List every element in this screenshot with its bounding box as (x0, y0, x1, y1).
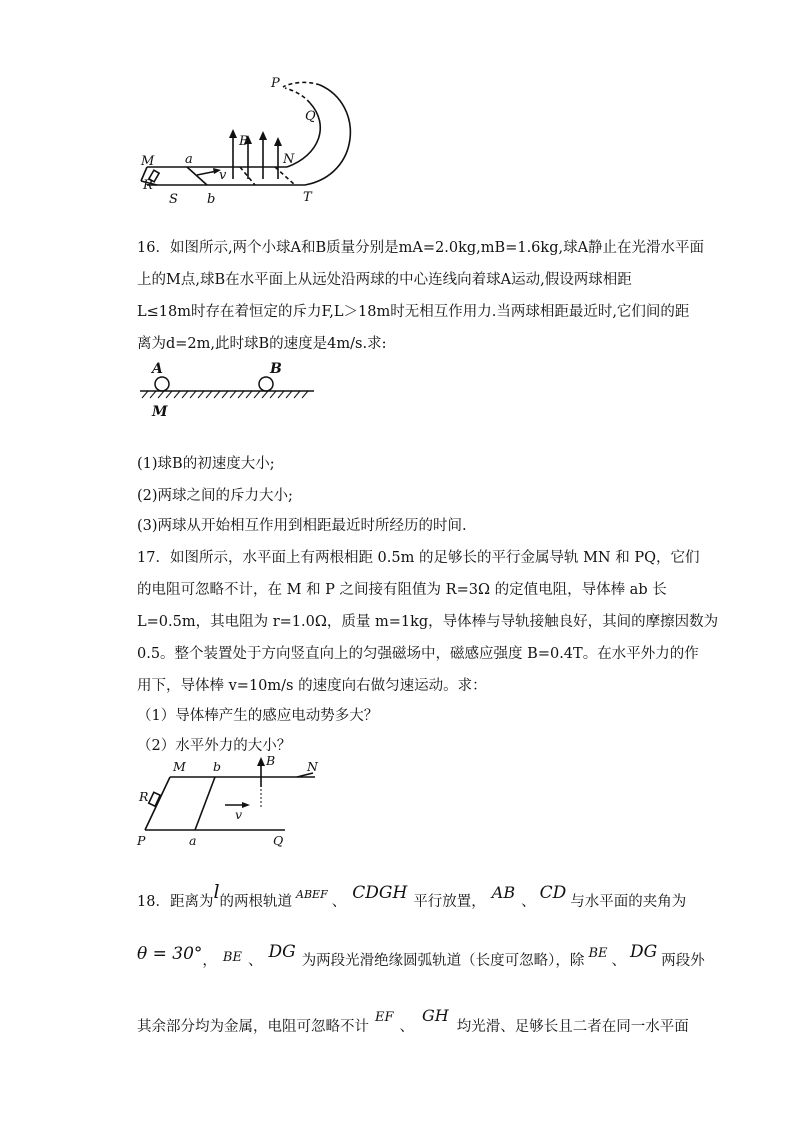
label-N: N (307, 759, 318, 774)
q18-line-3 (137, 1002, 689, 1041)
formula-GH: GH (422, 1006, 449, 1025)
q18-text: 与水平面的夹角为 (570, 894, 687, 910)
label-B: B (239, 134, 249, 149)
q18-text: 的两根轨道 (219, 894, 293, 910)
formula-theta: θ = 30° (137, 944, 203, 964)
q17-line-5: 用下，导体棒 v=10m/s 的速度向右做匀速运动。求： (137, 678, 487, 694)
q17-sub-1: （1）导体棒产生的感应电动势多大？ (137, 708, 379, 724)
q16-line-2: 上的M点,球B在水平面上从远处沿两球的中心连线向着球A运动,假设两球相距 (137, 272, 632, 288)
label-B: B (266, 755, 276, 768)
formula-DG: DG (629, 942, 658, 962)
label-R: R (139, 789, 149, 804)
q18-text: 均光滑、足够长且二者在同一水平面 (456, 1019, 689, 1035)
label-Q: Q (305, 109, 316, 124)
formula-BE: BE (222, 950, 242, 965)
separator: 、 (331, 894, 347, 910)
q17-line-1: 17．如图所示，水平面上有两根相距 0.5m 的足够长的平行金属导轨 MN 和 PQ，它们 (137, 550, 700, 566)
q16-sub-2: (2)两球之间的斥力大小; (137, 488, 293, 504)
q17-line-3: L=0.5m，其电阻为 r=1.0Ω，质量 m=1kg，导体棒与导轨接触良好，其间的摩擦因数为 (137, 614, 719, 630)
label-b: b (207, 192, 216, 207)
formula-AB: AB (491, 883, 516, 902)
label-P: P (271, 76, 280, 91)
q17-sub-2: （2）水平外力的大小？ (137, 738, 292, 754)
label-M: M (141, 154, 155, 169)
figure-rails-loop (135, 75, 365, 215)
label-b: b (213, 759, 222, 774)
label-a: a (189, 833, 197, 848)
q18-text: 平行放置， (413, 894, 486, 910)
label-R: R (143, 178, 153, 193)
label-v: v (219, 168, 227, 183)
label-N: N (283, 152, 295, 167)
label-S: S (169, 192, 178, 207)
figure-two-balls (138, 358, 318, 422)
q16-sub-3: (3)两球从开始相互作用到相距最近时所经历的时间. (137, 518, 467, 534)
label-a: a (185, 152, 193, 167)
q18-line-1 (137, 878, 687, 916)
separator: 、 (247, 953, 263, 969)
q16-sub-1: (1)球B的初速度大小; (137, 456, 275, 472)
formula-CD: CD (539, 883, 567, 903)
q17-line-4: 0.5。整个装置处于方向竖直向上的匀强磁场中，磁感应强度 B=0.4T。在水平外力的作 (137, 646, 699, 662)
q16-line-1: 16．如图所示,两个小球A和B质量分别是mA=2.0kg,mB=1.6kg,球A静止在光滑水平面 (137, 240, 705, 256)
q18-text: 其余部分均为金属，电阻可忽略不计 (137, 1019, 369, 1035)
label-Q: Q (273, 833, 284, 848)
q18-text: 两段外 (661, 953, 705, 969)
formula-l: l (213, 881, 220, 903)
label-v: v (235, 807, 243, 822)
label-P: P (137, 833, 146, 848)
q18-text: ， (202, 953, 217, 969)
label-T: T (303, 190, 312, 205)
q18-line-2 (137, 938, 705, 975)
q18-prefix: 18．距离为 (137, 894, 214, 910)
separator: 、 (611, 953, 626, 969)
formula-ABEF: ABEF (296, 888, 328, 901)
separator: 、 (521, 894, 536, 910)
label-M: M (152, 404, 168, 420)
figure-parallel-rails (135, 755, 335, 855)
formula-CDGH: CDGH (352, 883, 408, 903)
formula-BE: BE (588, 946, 608, 961)
formula-DG: DG (268, 942, 296, 962)
q16-line-3: L≤18m时存在着恒定的斥力F,L＞18m时无相互作用力.当两球相距最近时,它们间的距 (137, 304, 690, 320)
label-B: B (270, 361, 282, 377)
q17-line-2: 的电阻可忽略不计，在 M 和 P 之间接有阻值为 R=3Ω 的定值电阻，导体棒 ab 长 (137, 582, 667, 598)
q16-line-4: 离为d=2m,此时球B的速度是4m/s.求: (137, 336, 387, 352)
q18-text: 为两段光滑绝缘圆弧轨道（长度可忽略），除 (301, 953, 585, 969)
label-A: A (152, 361, 163, 377)
label-M: M (173, 759, 186, 774)
formula-EF: EF (375, 1010, 394, 1025)
separator: 、 (399, 1019, 415, 1035)
